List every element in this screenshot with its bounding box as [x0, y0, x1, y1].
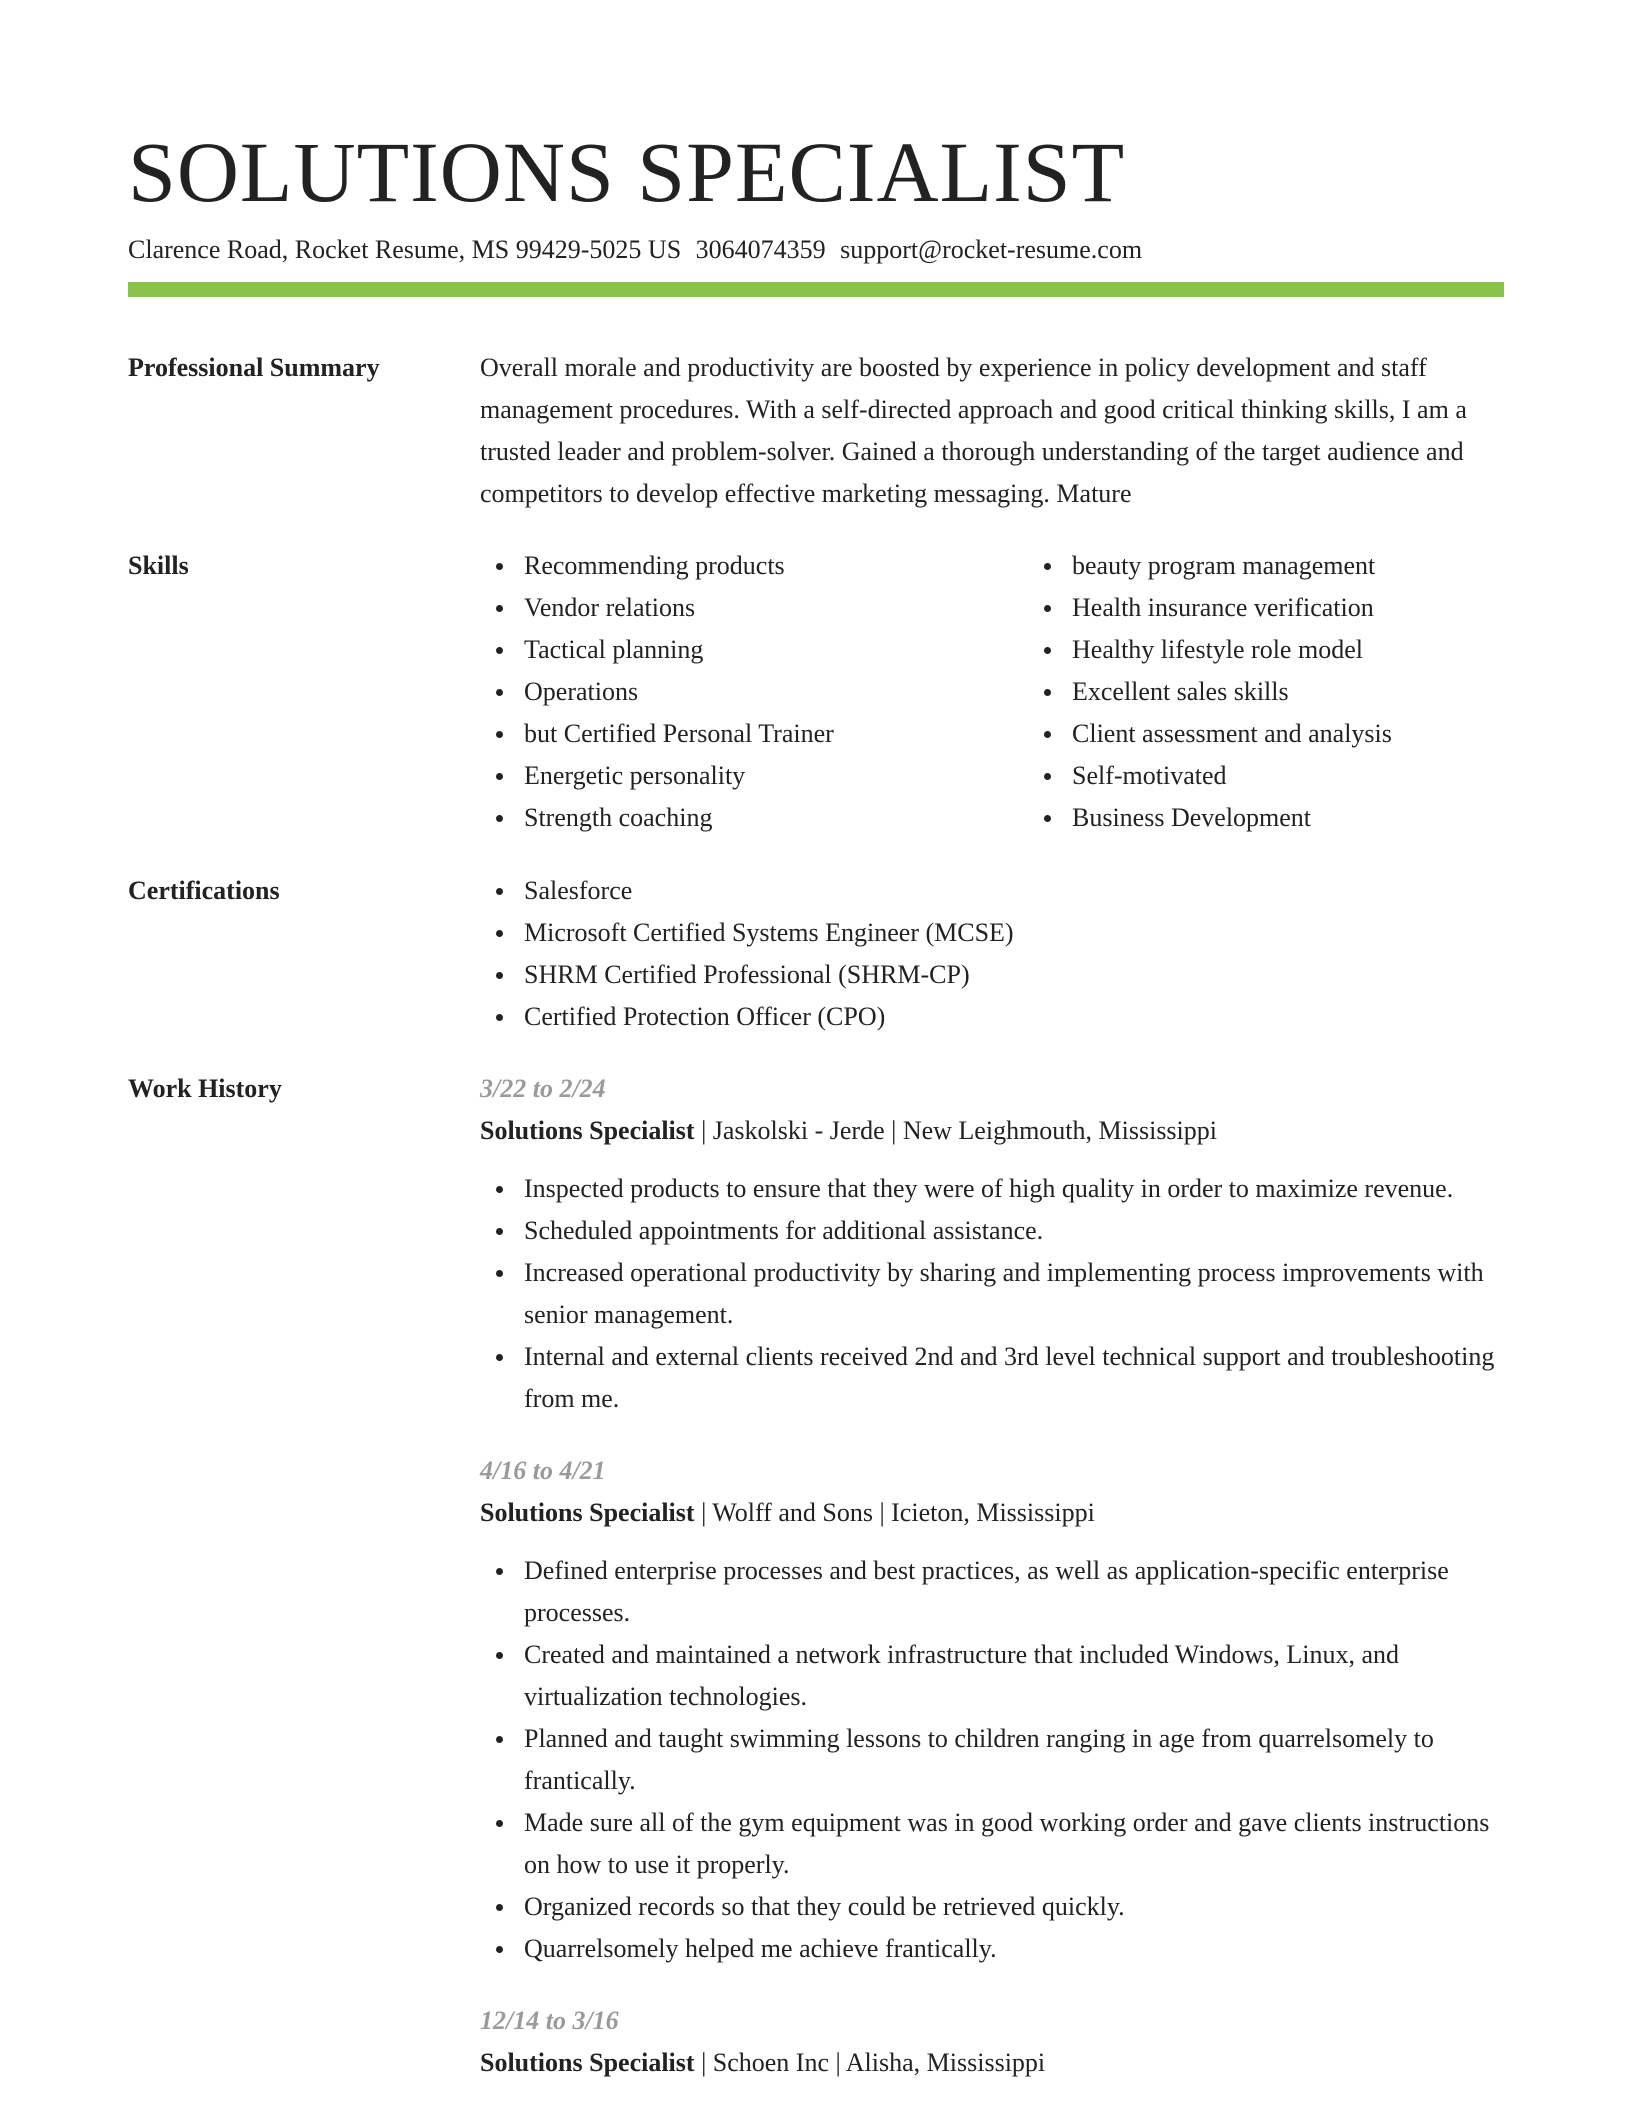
job-entry	[480, 1068, 1504, 1420]
job-entry	[480, 1450, 1504, 1970]
job-duty: Quarrelsomely helped me achieve frantically.	[524, 1928, 1504, 1970]
certification-item: Certified Protection Officer (CPO)	[524, 996, 1504, 1038]
job-duty: Created and maintained a network infrastructure that included Windows, Linux, and virtualization technologies.	[524, 1634, 1504, 1718]
certification-item: Microsoft Certified Systems Engineer (MCSE)	[524, 912, 1504, 954]
job-employer-location: | Wolff and Sons | Icieton, Mississippi	[694, 1498, 1095, 1527]
contact-phone: 3064074359	[695, 235, 826, 264]
skill-item: Client assessment and analysis	[1072, 713, 1532, 755]
skill-item: Energetic personality	[524, 755, 984, 797]
job-employer-location: | Jaskolski - Jerde | New Leighmouth, Mississippi	[694, 1116, 1217, 1145]
candidate-name: SOLUTIONS SPECIALIST	[128, 124, 1126, 220]
contact-email: support@rocket-resume.com	[840, 235, 1143, 264]
job-duty: Organized records so that they could be retrieved quickly.	[524, 1886, 1504, 1928]
skill-item: Self-motivated	[1072, 755, 1532, 797]
job-title: Solutions Specialist	[480, 1116, 695, 1145]
contact-line	[128, 234, 1504, 266]
job-title: Solutions Specialist	[480, 2048, 695, 2077]
job-duty: Inspected products to ensure that they were of high quality in order to maximize revenue.	[524, 1168, 1504, 1210]
resume-page	[128, 0, 1504, 2084]
skills-list-right	[1028, 545, 1532, 839]
job-dates: 4/16 to 4/21	[480, 1456, 606, 1485]
certifications-heading: Certifications	[128, 876, 280, 905]
job-duty: Planned and taught swimming lessons to children ranging in age from quarrelsomely to frantically.	[524, 1718, 1504, 1802]
skill-item: Healthy lifestyle role model	[1072, 629, 1532, 671]
contact-address: Clarence Road, Rocket Resume, MS 99429-5025 US	[128, 235, 682, 264]
summary-heading: Professional Summary	[128, 353, 380, 382]
job-dates: 3/22 to 2/24	[480, 1074, 606, 1103]
skill-item: Business Development	[1072, 797, 1532, 839]
header-divider	[128, 282, 1504, 297]
skill-item: Excellent sales skills	[1072, 671, 1532, 713]
skills-columns	[480, 545, 1532, 839]
work-history-body	[480, 1068, 1504, 2084]
job-duty: Increased operational productivity by sharing and implementing process improvements with senior management.	[524, 1252, 1504, 1336]
skills-heading: Skills	[128, 551, 189, 580]
certification-item: SHRM Certified Professional (SHRM-CP)	[524, 954, 1504, 996]
job-header	[480, 1110, 1504, 1152]
job-duty: Made sure all of the gym equipment was in good working order and gave clients instructions on how to use it properly.	[524, 1802, 1504, 1886]
certifications-body	[480, 870, 1504, 1038]
skill-item: Strength coaching	[524, 797, 984, 839]
job-duties	[480, 1168, 1504, 1420]
work-history-section	[128, 1068, 1504, 2084]
job-title: Solutions Specialist	[480, 1498, 695, 1527]
skill-item: beauty program management	[1072, 545, 1532, 587]
certifications-section	[128, 870, 1504, 1038]
summary-text: Overall morale and productivity are boosted by experience in policy development and staff management procedures. With a self-directed approach and good critical thinking skills, I am a trusted leader and problem-solver. Gained a thorough understanding of the target audience and competitors to develop effective marketing messaging. Mature	[480, 353, 1467, 508]
job-duty: Defined enterprise processes and best practices, as well as application-specific enterprise processes.	[524, 1550, 1504, 1634]
job-entry	[480, 2000, 1504, 2084]
summary-section	[128, 347, 1504, 515]
skill-item: but Certified Personal Trainer	[524, 713, 984, 755]
job-dates: 12/14 to 3/16	[480, 2006, 619, 2035]
skill-item: Vendor relations	[524, 587, 984, 629]
job-duty: Internal and external clients received 2nd and 3rd level technical support and troubleshooting from me.	[524, 1336, 1504, 1420]
skill-item: Operations	[524, 671, 984, 713]
certifications-list	[480, 870, 1504, 1038]
job-duties	[480, 1550, 1504, 1970]
skills-list-left	[480, 545, 984, 839]
work-history-heading: Work History	[128, 1074, 282, 1103]
skill-item: Health insurance verification	[1072, 587, 1532, 629]
job-employer-location: | Schoen Inc | Alisha, Mississippi	[694, 2048, 1046, 2077]
job-duty: Scheduled appointments for additional assistance.	[524, 1210, 1504, 1252]
skill-item: Tactical planning	[524, 629, 984, 671]
job-header	[480, 1492, 1504, 1534]
certification-item: Salesforce	[524, 870, 1504, 912]
skills-section	[128, 545, 1504, 839]
job-header	[480, 2042, 1504, 2084]
skills-body	[480, 545, 1532, 839]
skill-item: Recommending products	[524, 545, 984, 587]
